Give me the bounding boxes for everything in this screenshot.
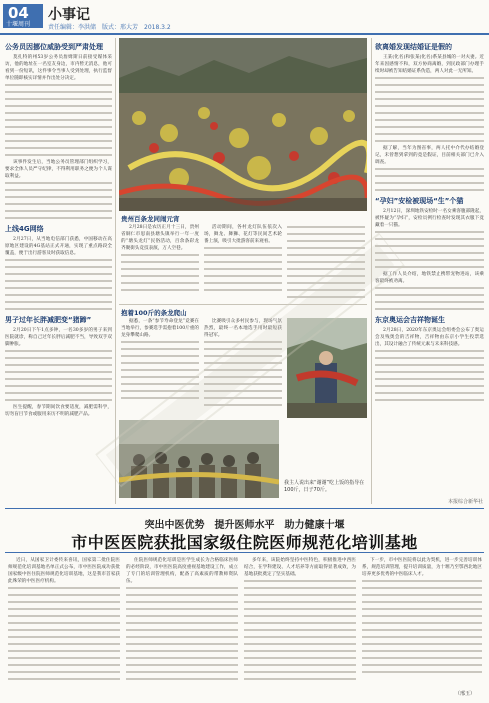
text-body [126, 585, 238, 683]
climbing-photo [287, 318, 367, 418]
text-body [5, 82, 112, 159]
column-divider [115, 38, 116, 504]
article-paragraph: 多年来，该院始终坚持中医特色，积极推进中西医结合，在学科建设、人才培养等方面取得显著成效，为基地获批奠定了坚实基础。 [244, 558, 356, 577]
column-divider [371, 38, 372, 504]
banner-top-rule [5, 508, 484, 509]
text-body [375, 285, 484, 313]
bottom-column-2 [126, 557, 238, 699]
text-body [362, 578, 482, 676]
crowd-photo [119, 420, 279, 498]
article-paragraph: 据了解，当年为图省事，两人托中介代办结婚登记，未曾想到拿到的竟是假证，目前相关部门已介入调查。 [375, 146, 484, 165]
article-heading: 上线4G网络 [5, 225, 44, 233]
article-paragraph: 下一步，市中医医院将以此为契机，进一步完善培训体系，规范培训管理，提升培训质量，为十堰乃至鄂西北地区培养更多优秀的中医临床人才。 [362, 558, 482, 577]
article-paragraph: 活动期间，各村龙灯队伍依次入场，舞龙、舞狮、花灯等民间艺术轮番上演，吸引大批游客前来观看。 [204, 225, 282, 244]
crowd-photo-image [119, 420, 279, 498]
page-header [0, 0, 489, 34]
middle-text-col-5 [204, 318, 282, 418]
article-heading: 男子过年长胖减肥变“猪蹄” [5, 316, 92, 324]
text-body [5, 257, 112, 313]
text-body [375, 75, 484, 145]
article-paragraph: 医生提醒，春节期间饮食要适度，减肥需科学，切勿盲目节食或服用来历不明的减肥产品。 [5, 405, 112, 417]
article-paragraph: 近日，从国家卫计委传来喜讯，国家第二批住院医师规范化培训基地名单正式公布，市中医医院成功获批国家级中医住院医师规范化培训基地，这是我市首家获此殊荣的中医医疗机构。 [8, 558, 120, 584]
story-divider [119, 304, 367, 305]
middle-text-col-2 [204, 224, 282, 302]
article-paragraph: 2月27日，从当地电信部门获悉，中国移动在高原地区建设的4G基站正式开通，实现了重点路段全覆盖，便于出行游客及时获取信息。 [5, 237, 112, 256]
article-paragraph: 住院医师规范化培训是医学生成长为合格临床医师的必经阶段，市中医医院高度重视基地建设工作，成立了专门的培训管理机构，配备了高素质的带教师资队伍。 [126, 558, 238, 584]
text-body [121, 339, 199, 402]
text-body [121, 252, 199, 294]
climbing-photo-image [287, 318, 367, 418]
banner-bottom-rule [5, 552, 484, 553]
middle-text-col-4 [121, 318, 199, 418]
text-body [375, 229, 484, 271]
photo-caption: 抱着100斤的条龙爬山 [121, 309, 187, 317]
text-body [375, 166, 484, 194]
article-paragraph: 该事件发生后，当地公务员管理部门组织学习，要求全体人员严守纪律，不得利用职务之便为个人谋取利益。 [5, 160, 112, 179]
article-heading: 公务员因挪位威胁受到严肃处理 [5, 43, 103, 51]
article-paragraph: 据悉，一条“参节寿命登龙”竞赛在当地举行，参赛选手需抱着100斤重的龙身攀爬山路。 [121, 319, 199, 338]
bottom-column-1 [8, 557, 120, 699]
photo-caption: 贵州百条龙同闹元宵 [121, 215, 180, 223]
article-heading: “孕妇”安检被现场“生”个猫 [375, 197, 464, 205]
banner-subtitle: 突出中医优势 提升医师水平 助力健康十堰 [144, 520, 345, 531]
article-author: （邢玉） [455, 691, 476, 697]
text-body [287, 224, 365, 301]
page-number-badge [3, 4, 43, 28]
text-body [204, 245, 282, 294]
photo-byline: 我主人说出来“谢谢”吃上饭的指导在100斤，日子70斤。 [284, 480, 365, 493]
page-number: 04 [8, 4, 29, 22]
bottom-column-4 [362, 557, 482, 699]
middle-text-col-3 [287, 224, 365, 302]
article-paragraph: 2月20日下午1点多钟，一名30多岁的男子来到医院就诊，称自己过年长胖后减肥不当，导致双手双脚肿胀。 [5, 328, 112, 347]
article-paragraph: 据工作人员介绍，地铁禁止携带宠物进站，该乘客最终被劝离。 [375, 272, 484, 284]
article-paragraph: 2月28日是农历正月十三日，贵州省铜仁市思南县塘头镇举行一年一度的“塘头龙灯”民俗活动，百余条彩龙齐聚街头竞技表演，万人空巷。 [121, 225, 199, 251]
editor-credits: 责任编辑：李洪储 版式：邢大芳 2018.3.2 [48, 24, 171, 31]
article-paragraph: 2月28日，2020年东京奥运会组委会公布了奥运会及残奥会的吉祥物，吉祥物由东京小学生投票选出，其设计融合了传统元素与未来科技感。 [375, 328, 484, 347]
article-paragraph: 王某(化名)和张某(化名)系某县城的一对夫妻。近年来因感情不和，双方协商离婚，到民政部门办理手续时却被告知结婚证系伪造，两人对此一无所知。 [375, 55, 484, 74]
article-paragraph: 比赛吸引众多村民参与，现场气氛热烈，最终一名本地选手用时最短获得冠军。 [204, 319, 282, 338]
festival-photo [119, 38, 367, 211]
festival-photo-image [119, 38, 367, 211]
text-body [204, 339, 282, 409]
banner-title: 市中医医院获批国家级住院医师规范化培训基地 [71, 533, 418, 552]
text-body [375, 348, 484, 404]
left-column [5, 40, 112, 504]
text-body [5, 348, 112, 404]
section-name: 十堰周刊 [6, 21, 31, 28]
article-paragraph: 莫扎特的州53岁公务员詹姆斯日前接受媒体采访，他的地址在一名室友身边，市内暂无消息，他可看到一份短讯，这件事令当事人受到处理，执行监督单位随即核实详情并作出处分决定。 [5, 55, 112, 81]
right-column [375, 40, 484, 498]
text-body [244, 578, 356, 683]
middle-text-col-1 [121, 224, 199, 302]
article-heading: 欲离婚发现结婚证是假的 [375, 43, 452, 51]
column-title: 小事记 [48, 7, 90, 23]
article-heading: 东京奥运会吉祥物诞生 [375, 316, 445, 324]
article-paragraph: 2月12日，深圳地铁安检时一名女乘客腹部隆起，被怀疑为“孕妇”，安检员例行检查时发现其衣服下竟藏着一只猫。 [375, 209, 484, 228]
source-note: 本报综合新华社 [447, 499, 483, 505]
text-body [8, 585, 120, 683]
header-rule [0, 33, 489, 35]
text-body [5, 180, 112, 222]
bottom-column-3 [244, 557, 356, 699]
